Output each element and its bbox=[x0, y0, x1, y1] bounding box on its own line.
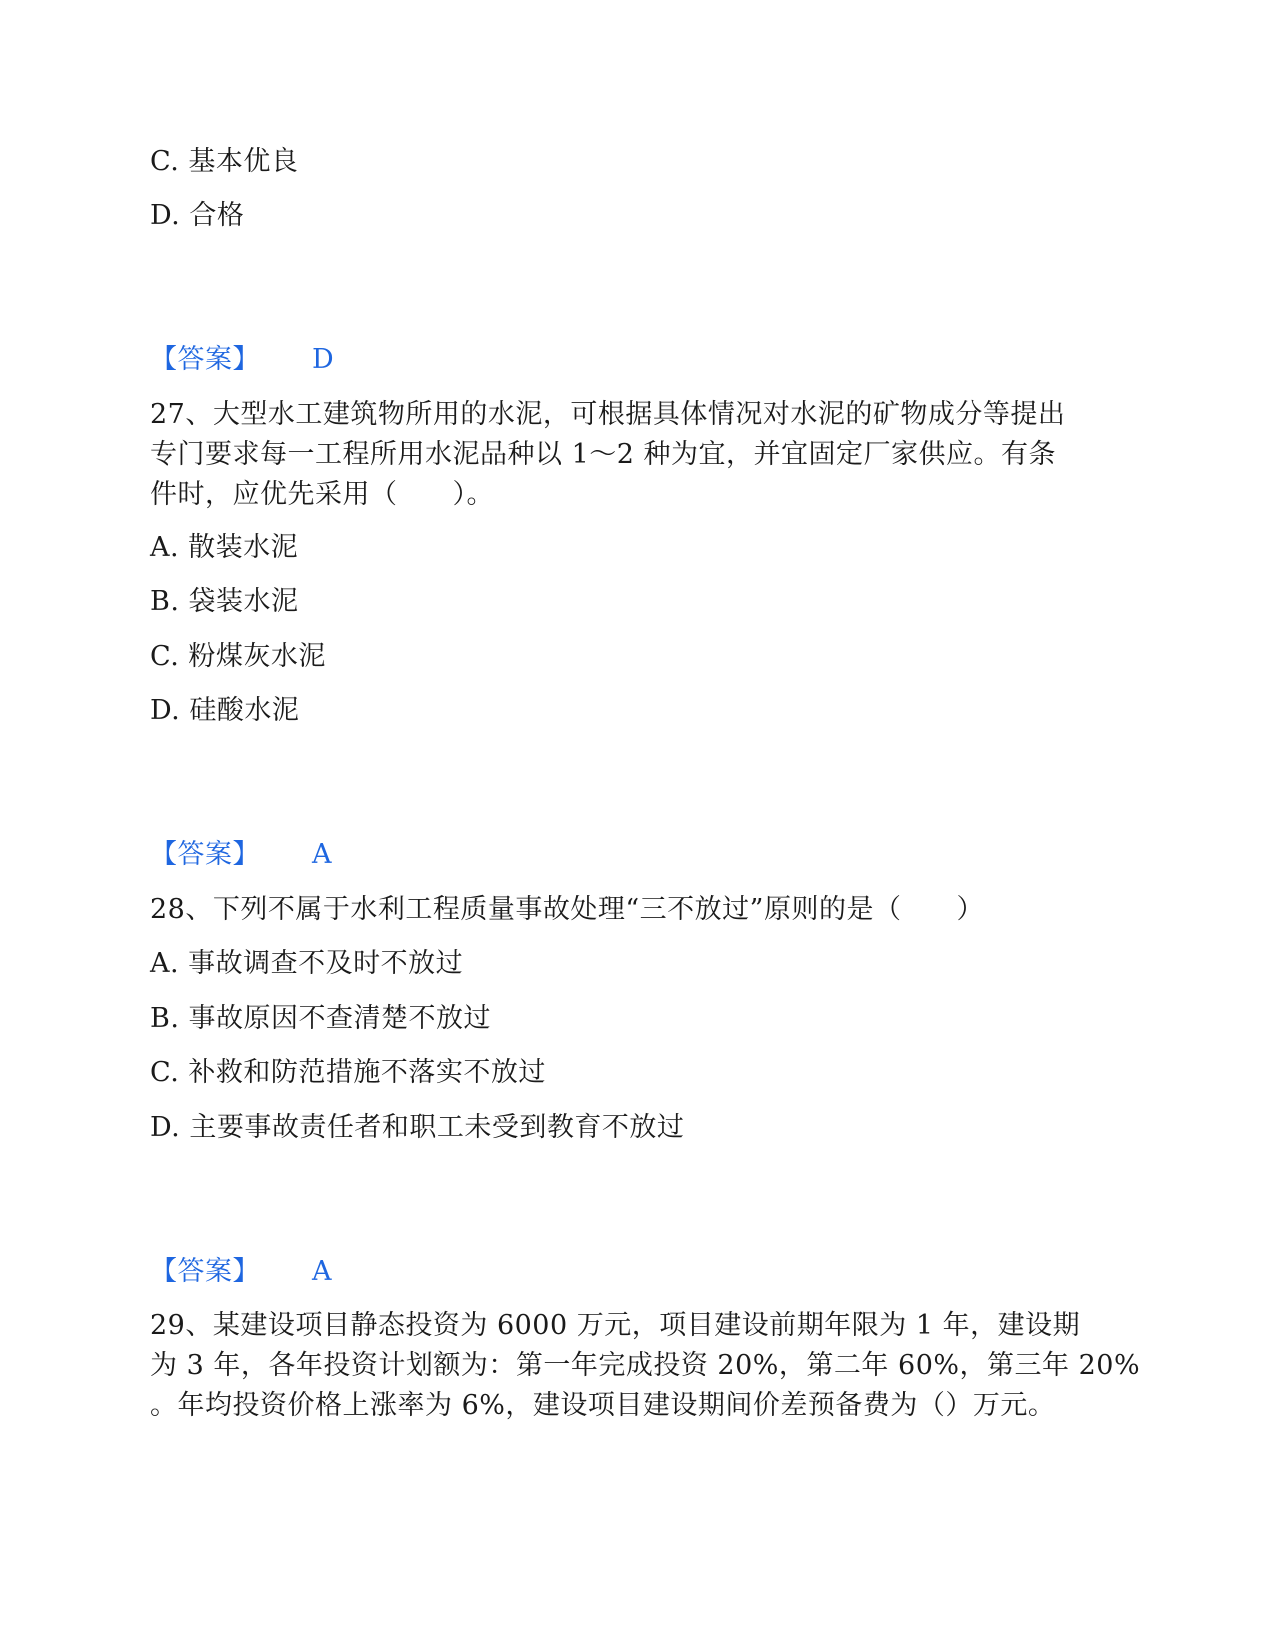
answer-label: 【答案】 bbox=[150, 839, 260, 870]
q28-option-d: D. 主要事故责任者和职工未受到教育不放过 bbox=[150, 1112, 685, 1143]
q27-option-a: A. 散装水泥 bbox=[150, 532, 299, 563]
q28-option-c: C. 补救和防范措施不落实不放过 bbox=[150, 1057, 546, 1088]
q27-stem-line-2: 专门要求每一工程所用水泥品种以 1～2 种为宜，并宜固定厂家供应。有条 bbox=[150, 439, 1057, 470]
answer-value: A bbox=[312, 839, 332, 870]
q28-answer bbox=[150, 1252, 332, 1292]
q27-option-c: C. 粉煤灰水泥 bbox=[150, 641, 326, 672]
q28-option-b: B. 事故原因不查清楚不放过 bbox=[150, 1003, 492, 1034]
q28-option-a: A. 事故调查不及时不放过 bbox=[150, 948, 464, 979]
answer-value: D bbox=[312, 344, 335, 375]
q26-option-c: C. 基本优良 bbox=[150, 146, 299, 177]
q29-stem-line-2: 为 3 年，各年投资计划额为：第一年完成投资 20%，第二年 60%，第三年 20% bbox=[150, 1350, 1141, 1381]
q29-stem-line-1: 29、某建设项目静态投资为 6000 万元，项目建设前期年限为 1 年，建设期 bbox=[150, 1310, 1081, 1341]
answer-label: 【答案】 bbox=[150, 344, 260, 375]
answer-label: 【答案】 bbox=[150, 1256, 260, 1287]
q28-stem-line-1: 28、下列不属于水利工程质量事故处理“三不放过”原则的是（ ） bbox=[150, 894, 984, 925]
q26-answer bbox=[150, 340, 334, 380]
q27-option-d: D. 硅酸水泥 bbox=[150, 695, 300, 726]
q27-stem-line-3: 件时，应优先采用（ ）。 bbox=[150, 479, 494, 510]
answer-value: A bbox=[312, 1256, 332, 1287]
q27-answer bbox=[150, 835, 332, 875]
q26-option-d: D. 合格 bbox=[150, 200, 245, 231]
q27-stem-line-1: 27、大型水工建筑物所用的水泥，可根据具体情况对水泥的矿物成分等提出 bbox=[150, 399, 1066, 430]
q29-stem-line-3: 。年均投资价格上涨率为 6%，建设项目建设期间价差预备费为（）万元。 bbox=[150, 1390, 1056, 1421]
q27-option-b: B. 袋装水泥 bbox=[150, 586, 299, 617]
